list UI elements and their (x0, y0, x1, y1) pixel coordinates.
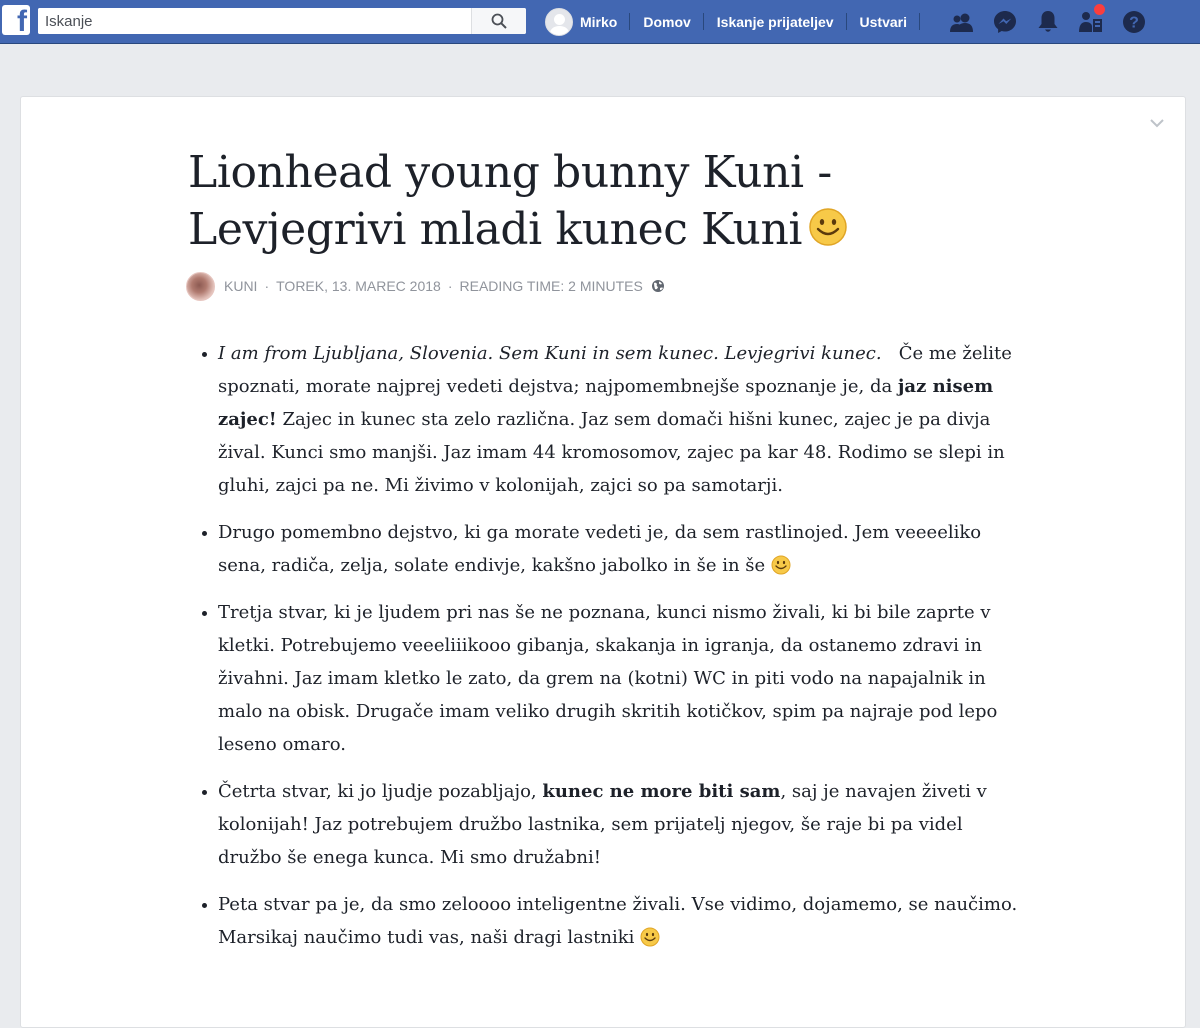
paragraph-text: Peta stvar pa je, da smo zeloooo inteligentne živali. Vse vidimo, dojamemo, se naučimo. Marsikaj naučimo tudi vas, naši dragi lastniki (218, 894, 1018, 948)
messenger-icon (993, 10, 1017, 34)
separator: · (264, 278, 270, 294)
list-item (218, 888, 1028, 954)
list-item (218, 596, 1028, 761)
messenger-button[interactable] (983, 0, 1026, 43)
facebook-logo-icon[interactable]: f (2, 5, 30, 35)
top-navigation-bar (0, 0, 1200, 44)
paragraph-text: Če me želite spoznati, morate najprej vedeti dejstva; najpomembnejše spoznanje je, da (218, 343, 1012, 397)
question-icon (1122, 10, 1146, 34)
separator: · (447, 278, 453, 294)
nav-home[interactable] (630, 0, 703, 43)
globe-icon[interactable] (651, 279, 665, 293)
list-item (218, 516, 1028, 582)
chevron-down-icon[interactable] (1149, 115, 1165, 133)
reading-time: READING TIME: 2 MINUTES (459, 278, 643, 294)
nav-create-label: Ustvari (859, 13, 907, 30)
bell-icon (1037, 10, 1059, 34)
paragraph-text: Tretja stvar, ki je ljudem pri nas še ne poznana, kunci nismo živali, ki bi bile zaprte v kletki. Potrebujemo veeeliiikooo gibanja, skakanja in igranja, da ostanemo zdravi in živahni. Jaz imam kletko le zato, da grem na (kotni) WC in piti vodo na napajalnik in malo na obisk. Drugače imam veliko drugih skritih kotičkov, spim pa najraje pod lepo leseno omaro. (218, 602, 998, 755)
intro-text: I am from Ljubljana, Slovenia. Sem Kuni in sem kunec. Levjegrivi kunec. (218, 343, 882, 364)
paragraph-text: Četrta stvar, ki jo ljudje pozabljajo, (218, 781, 543, 802)
friend-requests-button[interactable] (940, 0, 983, 43)
avatar (545, 8, 573, 36)
help-button[interactable] (1112, 0, 1155, 43)
search-icon (491, 13, 507, 29)
notification-dot (1093, 3, 1106, 16)
nav-home-label: Domov (643, 13, 691, 30)
article-meta (186, 271, 665, 301)
profile-name: Mirko (580, 13, 618, 30)
smiley-icon (771, 555, 791, 575)
nav-find-friends[interactable] (704, 0, 847, 43)
author-avatar[interactable] (186, 272, 215, 301)
article-title (188, 144, 868, 258)
bold-text: kunec ne more biti sam (542, 781, 781, 802)
paragraph-text: Zajec in kunec sta zelo različna. Jaz sem domači hišni kunec, zajec je pa divja žival. Kunci smo manjši. Jaz imam 44 kromosomov, zajec pa kar 48. Rodimo se slepi in gluhi, zajci pa ne. Mi živimo v kolonijah, zajci so pa samotarji. (218, 409, 1005, 496)
nav-create[interactable] (847, 0, 920, 43)
smiley-icon (640, 927, 660, 947)
publish-date[interactable]: TOREK, 13. MAREC 2018 (276, 278, 441, 294)
search-box (38, 8, 526, 34)
topbar-icons (940, 0, 1155, 43)
notifications-button[interactable] (1026, 0, 1069, 43)
main-nav (532, 0, 920, 43)
list-item (218, 337, 1028, 502)
smiley-icon (808, 207, 848, 247)
author-name[interactable]: KUNI (224, 278, 258, 294)
quick-help-button[interactable] (1069, 0, 1112, 43)
article-body (197, 337, 1028, 968)
paragraph-text: Drugo pomembno dejstvo, ki ga morate vedeti je, da sem rastlinojed. Jem veeeeliko sena, radiča, zelja, solate endivje, kakšno jabolko in še in še (218, 522, 982, 576)
article-title-text: Lionhead young bunny Kuni - Levjegrivi mladi kunec Kuni (188, 147, 832, 255)
search-button[interactable] (471, 8, 526, 34)
svg-text:?: ? (1128, 14, 1139, 31)
search-input[interactable] (38, 8, 468, 34)
list-item (218, 775, 1028, 874)
friends-icon (949, 12, 975, 32)
bold-text: jaz nisem zajec! (218, 376, 994, 430)
paragraph-text: , saj je navajen živeti v kolonijah! Jaz potrebujem družbo lastnika, sem prijatelj njegov, še raje bi pa videl družbo še enega kunca. Mi smo družabni! (218, 781, 987, 868)
nav-find-friends-label: Iskanje prijateljev (716, 13, 834, 30)
article-card (20, 96, 1186, 1028)
profile-link[interactable] (532, 0, 630, 43)
